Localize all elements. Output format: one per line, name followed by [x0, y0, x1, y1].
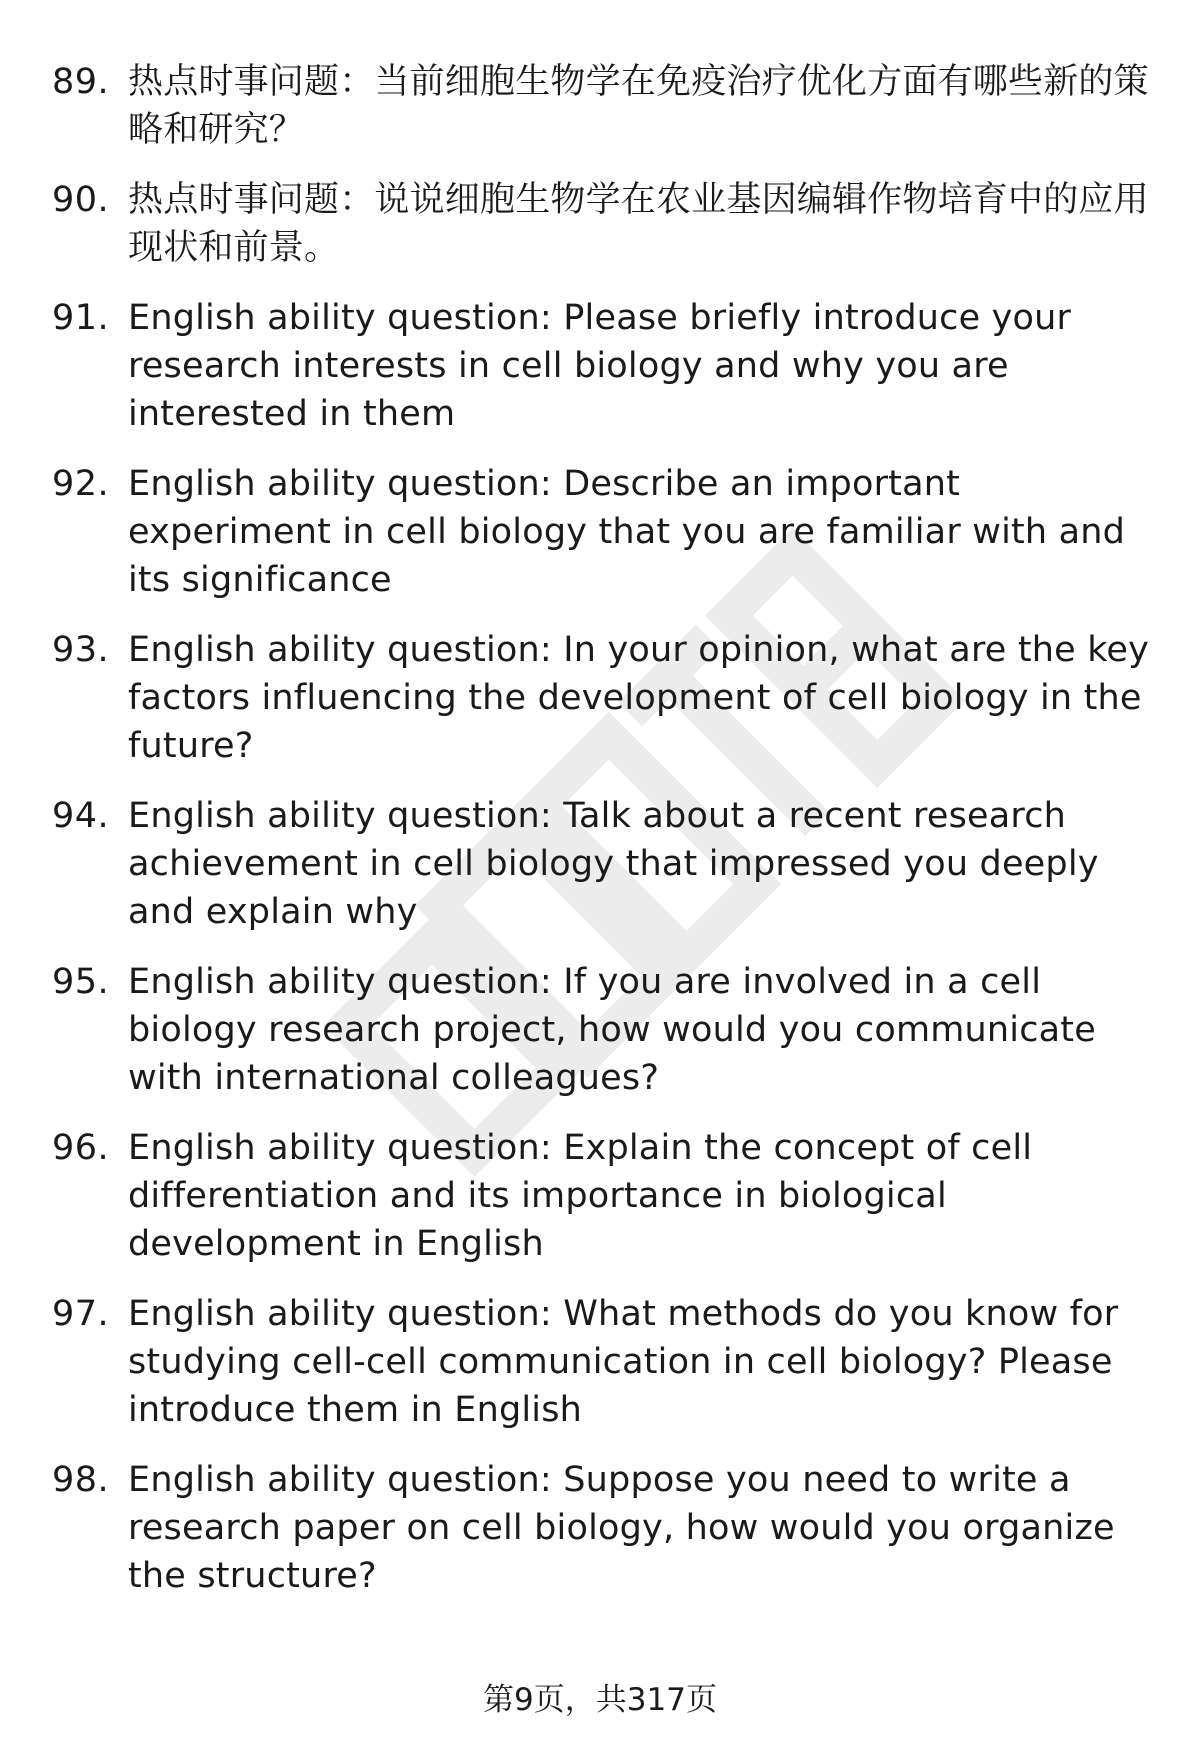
question-number: 97. [52, 1294, 110, 1334]
question-number: 95. [52, 962, 110, 1002]
question-number: 98. [52, 1460, 110, 1500]
question-text: English ability question: Please briefly introduce your research interests in cell biology and why you are interested in them [128, 298, 1072, 434]
page-footer [0, 1680, 1200, 1720]
question-item-94 [52, 792, 1162, 936]
question-text: 热点时事问题：当前细胞生物学在免疫治疗优化方面有哪些新的策略和研究？ [128, 62, 1149, 150]
question-number: 94. [52, 796, 110, 836]
question-item-98 [52, 1456, 1162, 1600]
question-text: English ability question: In your opinion, what are the key factors influencing the development of cell biology in the future? [128, 630, 1150, 766]
question-number: 90. [52, 180, 110, 220]
question-item-93 [52, 626, 1162, 770]
question-text: English ability question: If you are involved in a cell biology research project, how would you communicate with international colleagues? [128, 962, 1096, 1098]
question-number: 93. [52, 630, 110, 670]
question-list [52, 58, 1162, 1600]
question-text: 热点时事问题：说说细胞生物学在农业基因编辑作物培育中的应用现状和前景。 [128, 180, 1149, 268]
question-text: English ability question: Describe an important experiment in cell biology that you are familiar with and its significance [128, 464, 1126, 600]
question-text: English ability question: Talk about a recent research achievement in cell biology that impressed you deeply and explain why [128, 796, 1099, 932]
question-item-89 [52, 58, 1162, 154]
question-number: 92. [52, 464, 110, 504]
question-text: English ability question: Suppose you need to write a research paper on cell biology, how would you organize the structure? [128, 1460, 1115, 1596]
question-number: 89. [52, 62, 110, 102]
question-number: 91. [52, 298, 110, 338]
question-item-96 [52, 1124, 1162, 1268]
question-text: English ability question: Explain the concept of cell differentiation and its importance in biological development in English [128, 1128, 1033, 1264]
question-text: English ability question: What methods do you know for studying cell-cell communication in cell biology? Please introduce them in English [128, 1294, 1119, 1430]
question-item-91 [52, 294, 1162, 438]
question-number: 96. [52, 1128, 110, 1168]
question-item-97 [52, 1290, 1162, 1434]
question-item-95 [52, 958, 1162, 1102]
question-item-92 [52, 460, 1162, 604]
question-item-90 [52, 176, 1162, 272]
page-number-label: 第9页，共317页 [483, 1682, 717, 1718]
